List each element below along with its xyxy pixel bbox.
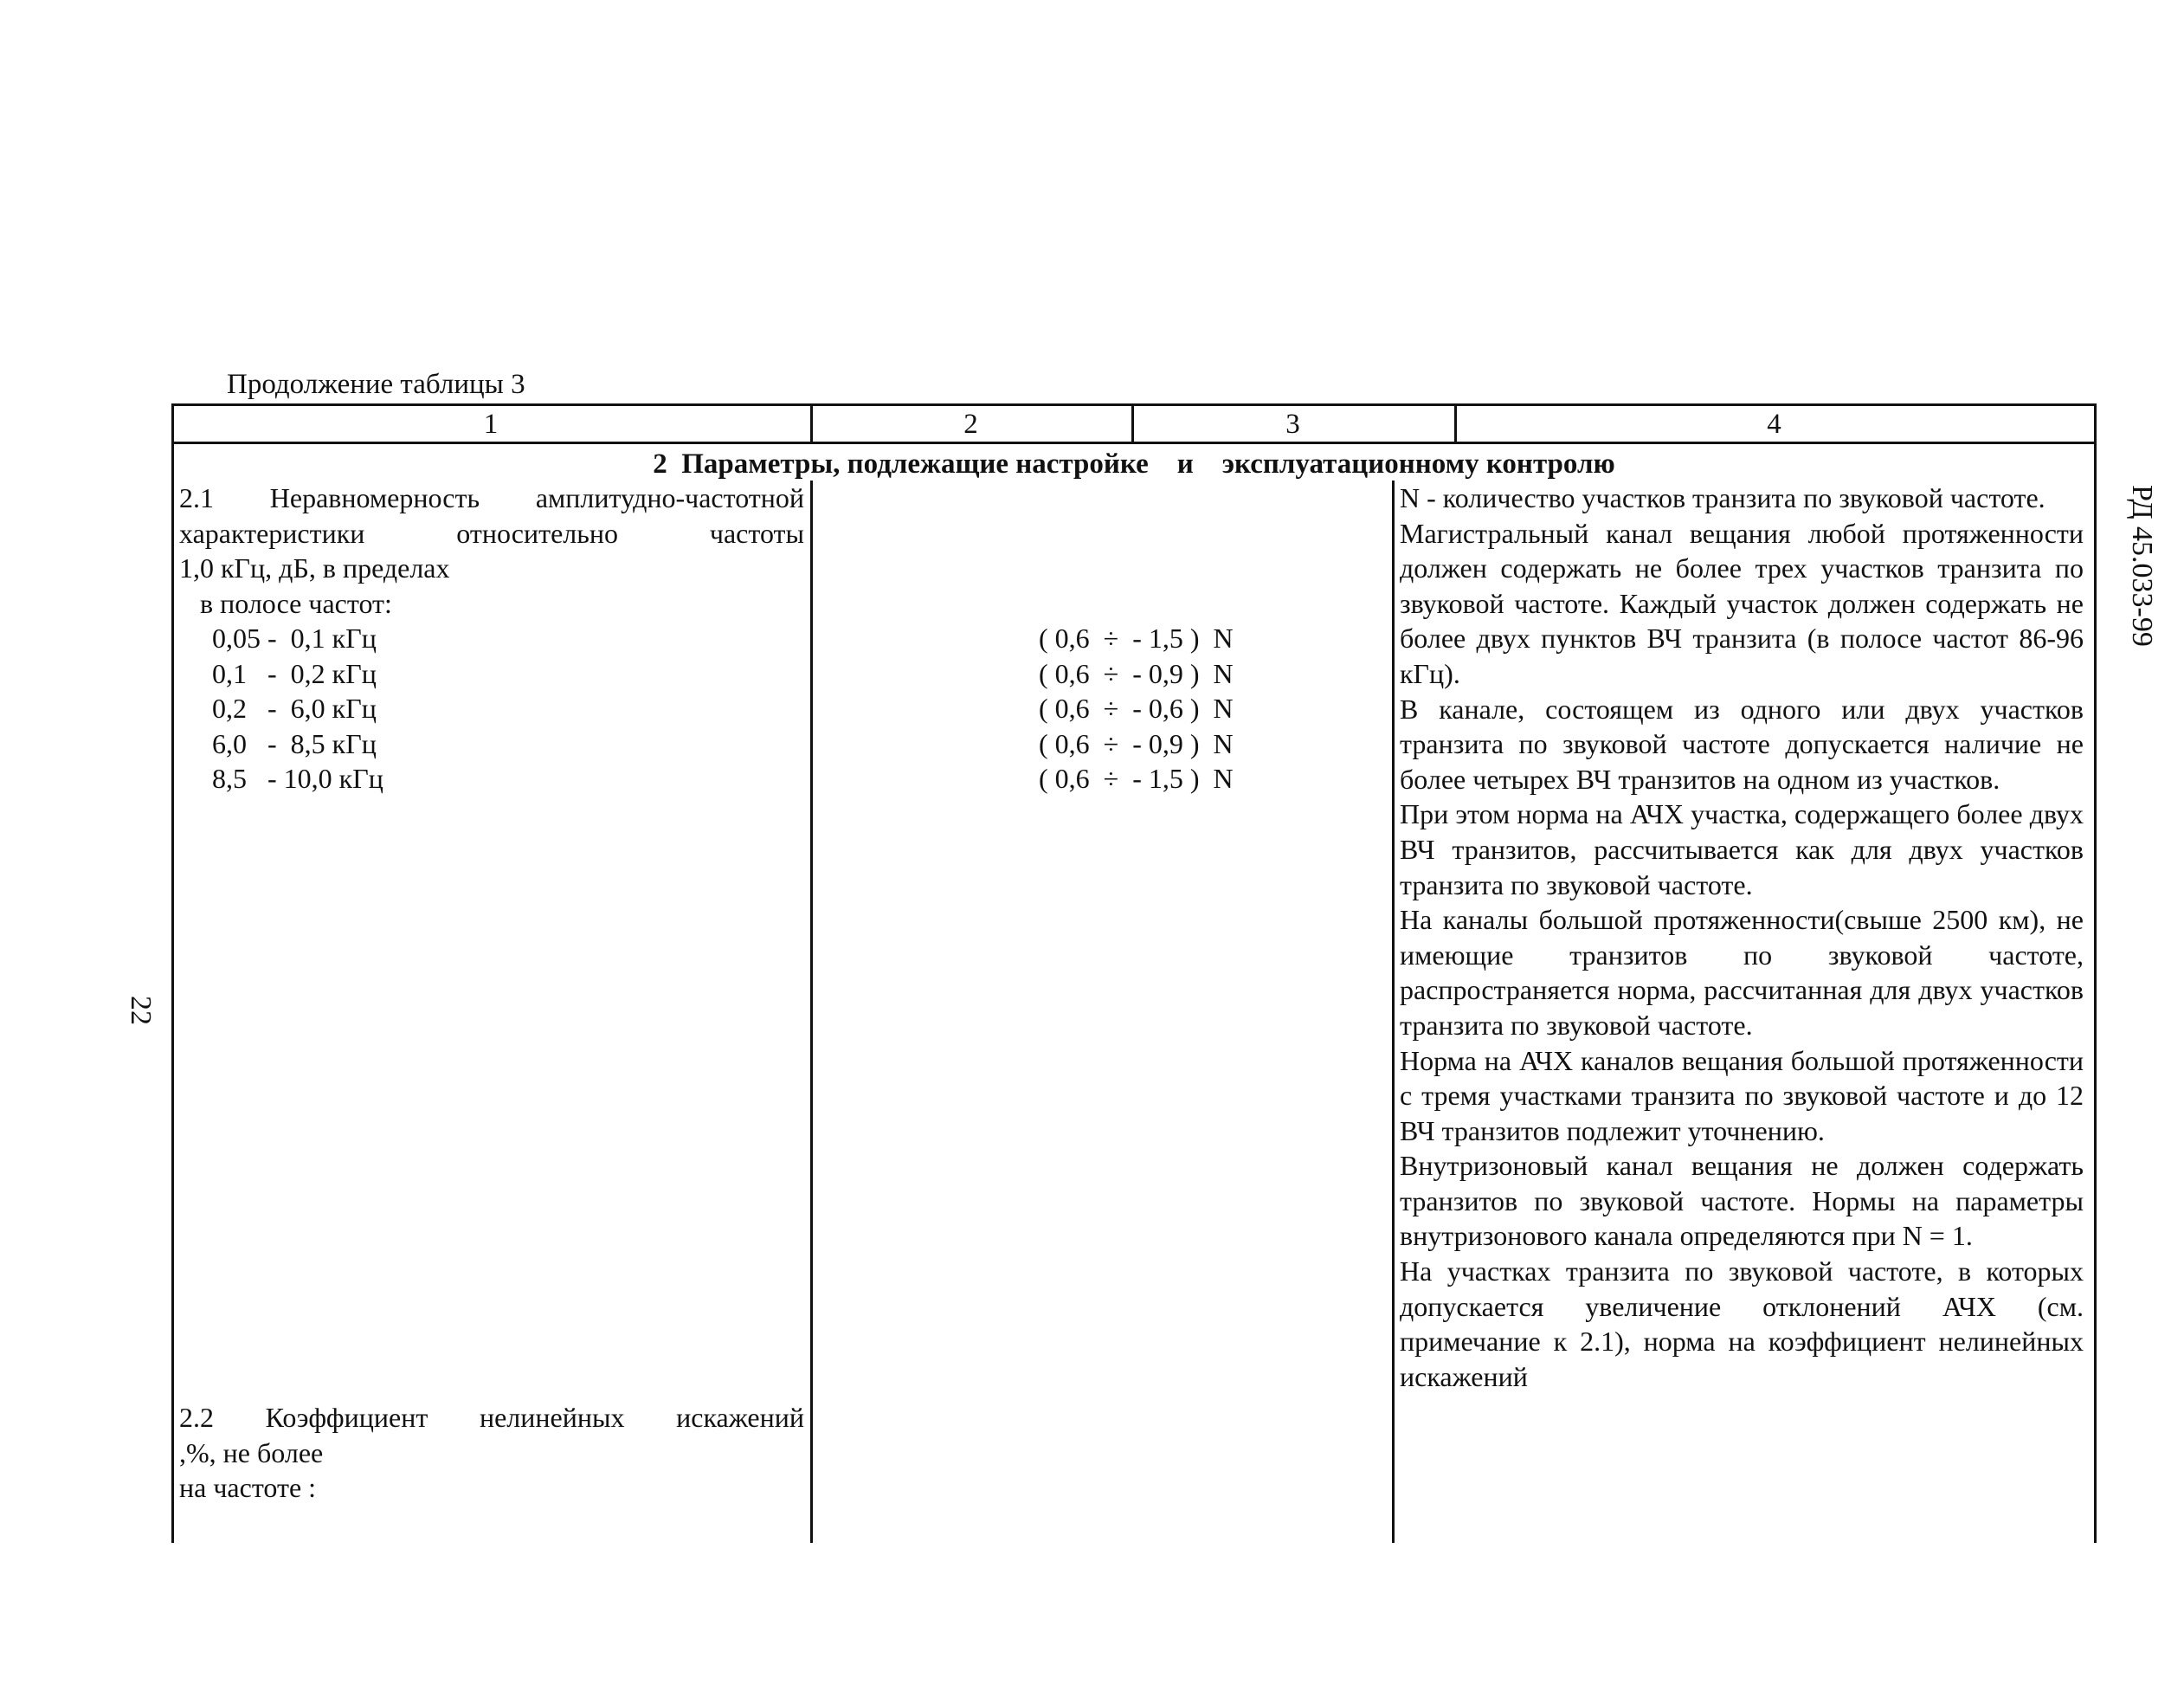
band-norm: ( 0,6 ÷ - 0,9 ) N bbox=[1039, 658, 1234, 689]
note-paragraph: N - количество участков транзита по звуковой частоте. bbox=[1400, 482, 2045, 513]
column-number-1: 1 bbox=[483, 409, 499, 440]
table-caption: Продолжение таблицы 3 bbox=[227, 369, 525, 400]
table-right-rule bbox=[2094, 403, 2097, 1543]
band-norm: ( 0,6 ÷ - 1,5 ) N bbox=[1039, 763, 1234, 794]
band-norm: ( 0,6 ÷ - 0,6 ) N bbox=[1039, 693, 1234, 724]
band-frequency: 8,5 - 10,0 кГц bbox=[212, 763, 383, 794]
note-paragraph: Внутризоновый канал вещания не должен содержать транзитов по звуковой частоте. Нормы на параметры внутризонового канала определяются при N = 1. bbox=[1400, 1150, 2084, 1252]
column-number-2: 2 bbox=[963, 409, 978, 440]
column-number-4: 4 bbox=[1767, 409, 1781, 440]
note-paragraph: В канале, состоящем из одного или двух участков транзита по звуковой частоте допускается наличие не более четырех ВЧ транзитов на одном из участков. bbox=[1400, 693, 2084, 795]
col1-right-rule-lower bbox=[810, 481, 813, 1543]
note-paragraph: Магистральный канал вещания любой протяженности должен содержать не более трех участков транзита по звуковой частоте. Каждый участок должен содержать не более двух пунктов ВЧ транзита (в полосе частот 86-96 кГц). bbox=[1400, 517, 2084, 689]
row-2-1-line-4: в полосе частот: bbox=[179, 587, 392, 619]
row-2-2-line-2: ,%, не более bbox=[179, 1436, 324, 1468]
row-2-1-description bbox=[179, 481, 804, 621]
row-2-2-line-1: 2.2 Коэффициент нелинейных искажений bbox=[179, 1402, 804, 1433]
section-heading: 2 Параметры, подлежащие настройке и эксплуатационному контролю bbox=[653, 448, 1615, 480]
notes-column bbox=[1400, 481, 2084, 1394]
note-paragraph: Норма на АЧХ каналов вещания большой протяженности с тремя участками транзита по звуковой частоте и до 12 ВЧ транзитов подлежит уточнению. bbox=[1400, 1044, 2084, 1146]
table-left-rule bbox=[171, 403, 174, 1543]
document-code: РД 45.033-99 bbox=[2126, 485, 2158, 647]
row-2-2-description bbox=[179, 1400, 804, 1506]
note-paragraph: На каналы большой протяженности(свыше 2500 км), не имеющие транзитов по звуковой частоте, распространяется норма, рассчитанная для двух участков транзита по звуковой частоте. bbox=[1400, 904, 2084, 1041]
band-frequency: 6,0 - 8,5 кГц bbox=[212, 728, 377, 759]
column-number-3: 3 bbox=[1285, 409, 1300, 440]
row-2-1-line-3: 1,0 кГц, дБ, в пределах bbox=[179, 552, 450, 584]
band-norm: ( 0,6 ÷ - 1,5 ) N bbox=[1039, 623, 1234, 654]
header-bottom-rule bbox=[171, 442, 2097, 444]
note-paragraph: На участках транзита по звуковой частоте, в которых допускается увеличение отклонений АЧХ (см. примечание к 2.1), норма на коэффициент нелинейных искажений bbox=[1400, 1255, 2084, 1392]
table-top-rule bbox=[171, 403, 2097, 406]
page-number: 22 bbox=[125, 996, 157, 1025]
row-2-1-line-2: характеристики относительно частоты bbox=[179, 517, 804, 549]
band-frequency: 0,05 - 0,1 кГц bbox=[212, 623, 377, 654]
note-paragraph: При этом норма на АЧХ участка, содержащего более двух ВЧ транзитов, рассчитывается как для двух участков транзита по звуковой частоте. bbox=[1400, 798, 2084, 900]
row-2-1-line-1: 2.1 Неравномерность амплитудно-частотной bbox=[179, 482, 804, 513]
row-2-2-line-3: на частоте : bbox=[179, 1472, 317, 1504]
band-frequency: 0,2 - 6,0 кГц bbox=[212, 693, 377, 724]
col3-right-rule-lower bbox=[1392, 481, 1395, 1543]
band-frequency: 0,1 - 0,2 кГц bbox=[212, 658, 377, 689]
band-norm: ( 0,6 ÷ - 0,9 ) N bbox=[1039, 728, 1234, 759]
